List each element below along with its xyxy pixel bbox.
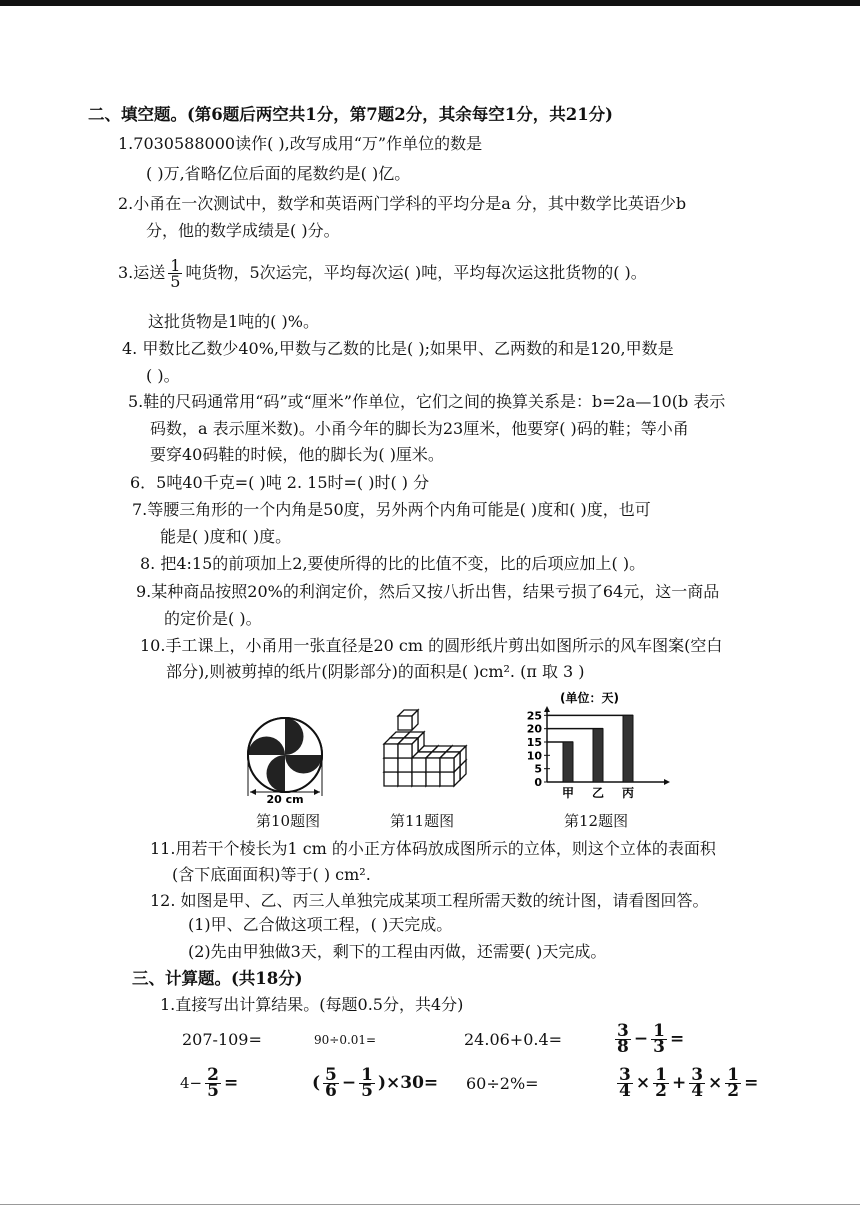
question-5-line-3: 要穿40码鞋的时候，他的脚长为( )厘米。 <box>150 445 444 464</box>
top-border <box>0 0 860 6</box>
y-tick-label: 20 <box>526 722 542 736</box>
question-3-line-1 <box>118 258 647 289</box>
question-12-part-2: (2)先由甲独做3天，剩下的工程由丙做，还需要( )天完成。 <box>188 942 607 961</box>
denominator: 2 <box>727 1081 740 1101</box>
calc-8-frac-a <box>617 1065 633 1101</box>
question-5-line-1: 5.鞋的尺码通常用“码”或“厘米”作单位，它们之间的换算关系是：b=2a—10(b 表示 <box>128 392 726 411</box>
denominator: 4 <box>691 1081 704 1101</box>
calc-5-prefix: 4− <box>180 1074 203 1092</box>
fraction-denominator: 5 <box>170 272 181 291</box>
numerator: 1 <box>361 1065 373 1085</box>
calc-5-frac <box>205 1065 221 1101</box>
section-heading-calculation: 三、计算题。(共18分) <box>132 969 303 988</box>
y-tick-label: 25 <box>526 709 542 723</box>
plus-sign: + <box>671 1073 687 1093</box>
question-10-line-2: 部分),则被剪掉的纸片(阴影部分)的面积是( )cm². (π 取 3 ) <box>166 662 585 681</box>
x-axis-arrow <box>664 779 670 785</box>
calc-3: 24.06+0.4= <box>464 1030 563 1049</box>
question-12-part-1: (1)甲、乙合做这项工程，( )天完成。 <box>188 915 453 934</box>
x-category-label: 乙 <box>591 786 605 800</box>
calc-2: 90÷0.01= <box>314 1033 377 1047</box>
equals-sign: = <box>669 1029 685 1049</box>
question-8: 8. 把4:15的前项加上2,要使所得的比的比值不变，比的后项应加上( )。 <box>140 554 646 573</box>
equals-sign: = <box>744 1073 759 1093</box>
calc-8 <box>614 1066 758 1100</box>
calc-4-frac-b <box>651 1021 667 1057</box>
numerator: 3 <box>619 1065 631 1085</box>
figure-12-caption: 第12题图 <box>564 812 629 830</box>
question-2-line-2: 分，他的数学成绩是( )分。 <box>146 221 340 240</box>
cube-group <box>384 710 466 786</box>
calc-4-frac-a <box>615 1021 631 1057</box>
question-12: 12. 如图是甲、乙、丙三人单独完成某项工程所需天数的统计图，请看图回答。 <box>150 891 709 910</box>
open-paren: ( <box>312 1073 321 1093</box>
chart-unit-label: (单位：天) <box>560 691 619 705</box>
numerator: 3 <box>617 1021 629 1041</box>
fraction-numerator: 1 <box>170 256 181 275</box>
figure-10-caption: 第10题图 <box>256 812 321 830</box>
diameter-label: 20 cm <box>266 793 304 804</box>
bar-丙 <box>623 715 633 782</box>
y-axis-arrow <box>544 706 550 712</box>
numerator: 5 <box>325 1065 337 1085</box>
denominator: 5 <box>207 1081 219 1101</box>
question-9-line-2: 的定价是( )。 <box>164 609 262 628</box>
question-1-line-2: ( )万,省略亿位后面的尾数约是( )亿。 <box>146 164 411 183</box>
numerator: 2 <box>207 1065 219 1085</box>
denominator: 2 <box>655 1081 667 1101</box>
numerator: 1 <box>727 1065 740 1085</box>
question-6: 6．5吨40千克=( )吨 2. 15时=( )时( ) 分 <box>130 473 430 492</box>
y-tick-label: 0 <box>534 776 542 789</box>
y-tick-label: 5 <box>534 762 542 776</box>
figure-11-caption: 第11题图 <box>390 812 455 830</box>
unit-cube <box>398 710 418 730</box>
question-9-line-1: 9.某种商品按照20%的利润定价，然后又按八折出售，结果亏损了64元，这一商品 <box>136 582 720 601</box>
figure-11-cube-stack <box>376 708 468 802</box>
calc-6-frac-b <box>359 1065 375 1101</box>
question-7-line-2: 能是( )度和( )度。 <box>160 527 292 546</box>
question-3-suffix: 吨货物，5次运完，平均每次运( )吨，平均每次运这批货物的( )。 <box>185 263 647 282</box>
fraction-one-fifth <box>168 258 182 289</box>
denominator: 3 <box>653 1037 665 1057</box>
minus-sign: − <box>341 1073 357 1093</box>
question-4-line-2: ( )。 <box>146 366 180 385</box>
bottom-border <box>0 1204 860 1205</box>
question-11-line-2: (含下底面面积)等于( ) cm². <box>172 865 371 884</box>
question-1-line-1: 1.7030588000读作( ),改写成用“万”作单位的数是 <box>118 134 483 153</box>
denominator: 8 <box>617 1037 629 1057</box>
calc-8-frac-c <box>689 1065 705 1101</box>
x-category-label: 丙 <box>621 786 635 800</box>
calc-1: 207-109= <box>182 1030 262 1049</box>
question-3-line-2: 这批货物是1吨的( )%。 <box>148 312 319 331</box>
question-3-prefix: 3.运送 <box>118 263 166 282</box>
question-7-line-1: 7.等腰三角形的一个内角是50度，另外两个内角可能是( )度和( )度，也可 <box>132 500 651 519</box>
times-sign: × <box>635 1073 651 1093</box>
section-3-subheading-1: 1.直接写出计算结果。(每题0.5分，共4分) <box>160 995 464 1014</box>
y-tick-label: 10 <box>526 749 542 763</box>
x-category-label: 甲 <box>561 786 575 800</box>
pinwheel-circle <box>248 718 322 792</box>
unit-cube <box>440 752 460 772</box>
times-sign: × <box>708 1073 723 1093</box>
calc-8-frac-d <box>725 1065 741 1101</box>
section-heading-fill-blank: 二、填空题。(第6题后两空共1分，第7题2分，其余每空1分，共21分) <box>88 105 613 124</box>
question-11-line-1: 11.用若干个棱长为1 cm 的小正方体码放成图所示的立体，则这个立体的表面积 <box>150 839 716 858</box>
denominator: 6 <box>325 1081 337 1101</box>
question-5-line-2: 码数，a 表示厘米数)。小甬今年的脚长为23厘米，他要穿( )码的鞋；等小甬 <box>150 419 689 438</box>
figure-10-pinwheel <box>238 712 338 804</box>
calc-5 <box>180 1066 238 1100</box>
calc-6 <box>312 1066 438 1100</box>
calc-4 <box>612 1022 684 1056</box>
calc-6-frac-a <box>323 1065 339 1101</box>
calc-7: 60÷2%= <box>466 1074 539 1093</box>
question-4-line-1: 4. 甲数比乙数少40%,甲数与乙数的比是( );如果甲、乙两数的和是120,甲数是 <box>122 339 674 358</box>
question-10-line-1: 10.手工课上，小甬用一张直径是20 cm 的圆形纸片剪出如图所示的风车图案(空白 <box>140 636 723 655</box>
denominator: 4 <box>619 1081 631 1101</box>
numerator: 3 <box>691 1065 704 1085</box>
bar-乙 <box>593 729 603 782</box>
calc-6-suffix: )×30= <box>377 1073 439 1093</box>
equals-sign: = <box>223 1073 239 1093</box>
minus-sign: − <box>633 1029 649 1049</box>
numerator: 1 <box>655 1065 667 1085</box>
calc-8-frac-b <box>653 1065 669 1101</box>
numerator: 1 <box>653 1021 665 1041</box>
denominator: 5 <box>361 1081 373 1101</box>
figure-12-bar-chart <box>518 686 676 804</box>
y-tick-label: 15 <box>526 736 542 749</box>
bar-甲 <box>563 742 573 782</box>
question-2-line-1: 2.小甬在一次测试中，数学和英语两门学科的平均分是a 分，其中数学比英语少b <box>118 194 687 213</box>
